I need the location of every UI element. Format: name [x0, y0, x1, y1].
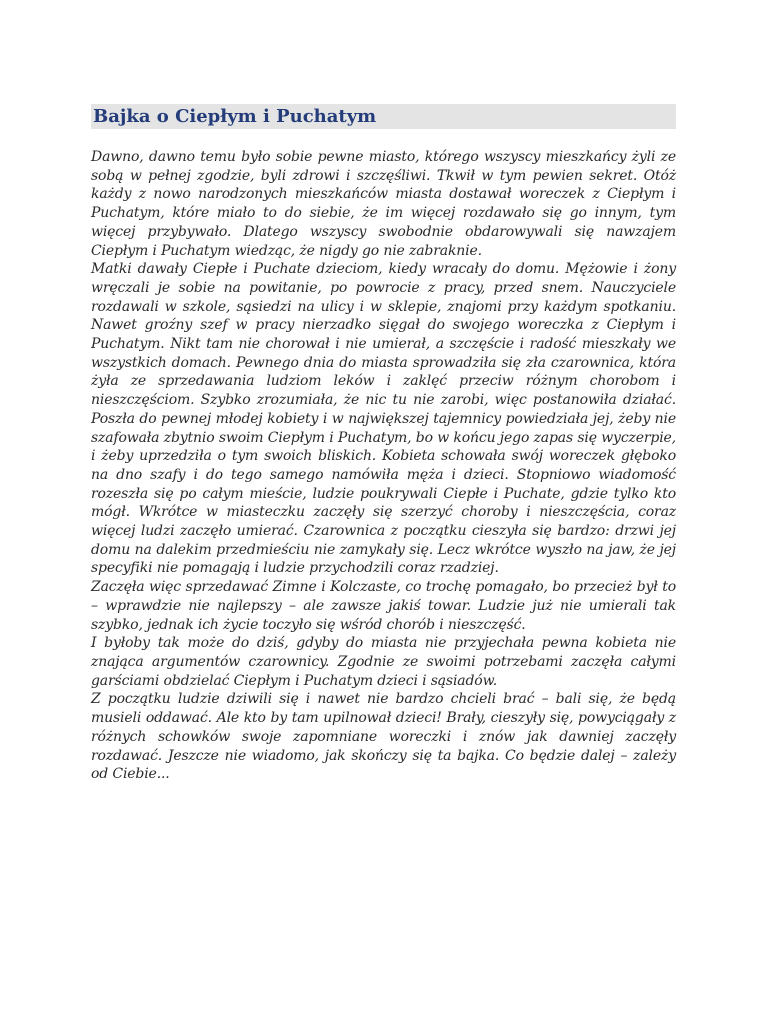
paragraph-3: Zaczęła więc sprzedawać Zimne i Kolczaste, co trochę pomagało, bo przecież był to – wprawdzie nie najlepszy – ale zawsze jakiś towar. Ludzie już nie umierali tak szybko, jednak ich życie toczyło się wśród chorób i nieszczęść.	[91, 579, 676, 633]
document-title: Bajka o Ciepłym i Puchatym	[93, 106, 377, 127]
paragraph-5: Z początku ludzie dziwili się i nawet nie bardzo chcieli brać – bali się, że będą musieli oddawać. Ale kto by tam upilnował dzieci! Brały, cieszyły się, powyciągały z różnych schowków swoje zapomniane woreczki i znów jak dawniej zaczęły rozdawać. Jeszcze nie wiadomo, jak skończy się ta bajka. Co będzie dalej – zależy od Ciebie...	[91, 691, 676, 783]
paragraph-4: I byłoby tak może do dziś, gdyby do miasta nie przyjechała pewna kobieta nie znająca argumentów czarownicy. Zgodnie ze swoimi potrzebami zaczęła całymi garściami obdzielać Ciepłym i Puchatym dzieci i sąsiadów.	[91, 635, 676, 689]
paragraph-2: Matki dawały Ciepłe i Puchate dzieciom, kiedy wracały do domu. Mężowie i żony wręczali je sobie na powitanie, po powrocie z pracy, przed snem. Nauczyciele rozdawali w szkole, sąsiedzi na ulicy i w sklepie, znajomi przy każdym spotkaniu. Nawet groźny szef w pracy nierzadko sięgał do swojego woreczka z Ciepłym i Puchatym. Nikt tam nie chorował i nie umierał, a szczęście i radość mieszkały we wszystkich domach. Pewnego dnia do miasta sprowadziła się zła czarownica, która żyła ze sprzedawania ludziom leków i zaklęć przeciw różnym chorobom i nieszczęściom. Szybko zrozumiała, że nic tu nie zarobi, więc postanowiła działać. Poszła do pewnej młodej kobiety i w największej tajemnicy powiedziała jej, żeby nie szafowała zbytnio swoim Ciepłym i Puchatym, bo w końcu jego zapas się wyczerpie, i żeby uprzedziła o tym swoich bliskich. Kobieta schowała swój woreczek głęboko na dno szafy i do tego samego namówiła męża i dzieci. Stopniowo wiadomość rozeszła się po całym mieście, ludzie poukrywali Ciepłe i Puchate, gdzie tylko kto mógł. Wkrótce w miasteczku zaczęły się szerzyć choroby i nieszczęścia, coraz więcej ludzi zaczęło umierać. Czarownica z początku cieszyła się bardzo: drzwi jej domu na dalekim przedmieściu nie zamykały się. Lecz wkrótce wyszło na jaw, że jej specyfiki nie pomagają i ludzie przychodzili coraz rzadziej.	[91, 261, 676, 577]
paragraph-1: Dawno, dawno temu było sobie pewne miasto, którego wszyscy mieszkańcy żyli ze sobą w pełnej zgodzie, byli zdrowi i szczęśliwi. Tkwił w tym pewien sekret. Otóż każdy z nowo narodzonych mieszkańców miasta dostawał woreczek z Ciepłym i Puchatym, które miało to do siebie, że im więcej rozdawało się go innym, tym więcej przybywało. Dlatego wszyscy swobodnie obdarowywali się nawzajem Ciepłym i Puchatym wiedząc, że nigdy go nie zabraknie.	[91, 149, 676, 259]
title-bar	[91, 104, 676, 129]
story-body	[91, 148, 676, 784]
